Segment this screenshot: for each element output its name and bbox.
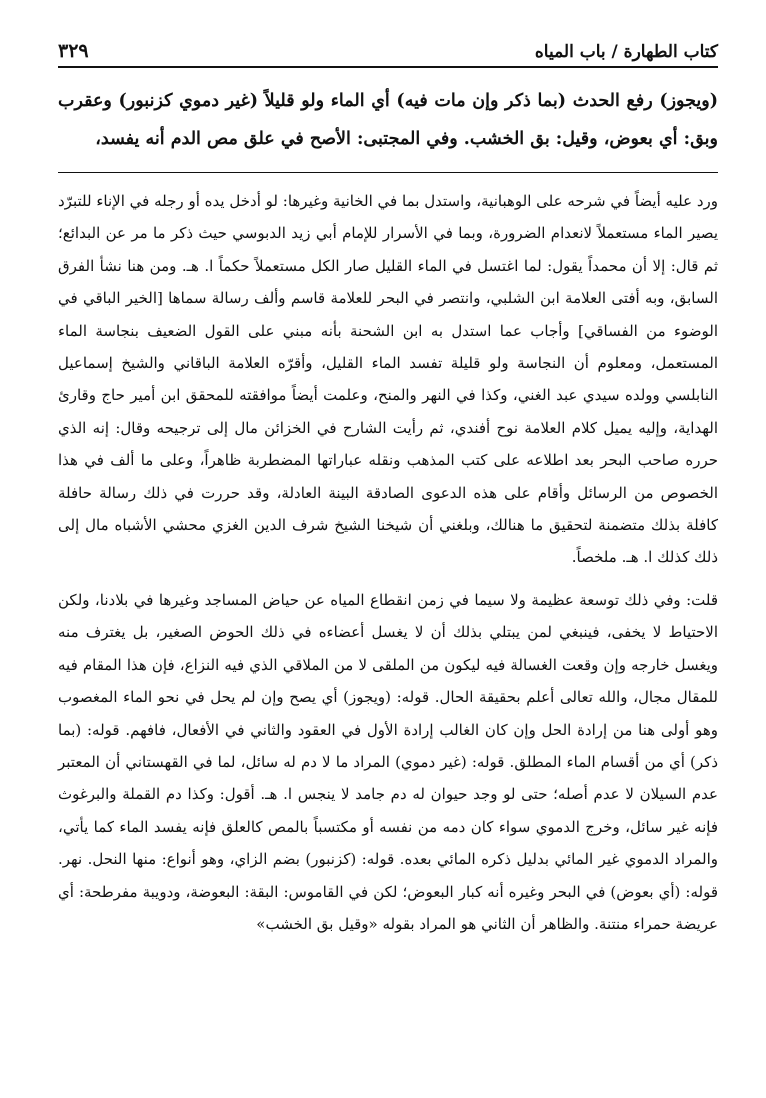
main-text-paragraph: (ويجوز) رفع الحدث (بما ذكر وإن مات فيه) أي الماء ولو قليلاً (غير دموي كزنبور) وعقرب وبق: أي بعوض، وقيل: بق الخشب. وفي المجتبى: الأصح في علق مص الدم أنه يفسد، <box>58 91 718 149</box>
main-text <box>58 82 718 158</box>
separator-line <box>58 172 718 173</box>
page-number: ٣٢٩ <box>58 40 89 62</box>
page-header <box>58 38 718 68</box>
commentary-paragraph-2: قلت: وفي ذلك توسعة عظيمة ولا سيما في زمن انقطاع المياه عن حياض المساجد وغيرها في بلادنا، ولكن الاحتياط لا يخفى، فينبغي لمن يبتلي بذلك أن لا يغسل أعضاءه في ذلك الحوض الصغير، بل يغترف منه ويغسل خارجه وإن وقعت الغسالة فيه ليكون من الملقى لا من الملاقي الذي فيه النزاع، فإن هذا المقام فيه للمقال مجال، والله تعالى أعلم بحقيقة الحال. قوله: (ويجوز) أي يصح وإن لم يحل في نحو الماء المغصوب وهو أولى هنا من إرادة الحل وإن كان الغالب إرادة الأول في العقود والثاني في الأفعال، فافهم. قوله: (بما ذكر) أي من أقسام الماء المطلق. قوله: (غير دموي) المراد ما لا دم له سائل، لما في القهستاني أن المعتبر عدم السيلان لا عدم أصله؛ حتى لو وجد حيوان له دم جامد لا ينجس ا. هـ. أقول: وكذا دم القملة والبرغوث فإنه غير سائل، وخرج الدموي سواء كان دمه من نفسه أو مكتسباً بالمص كالعلق فإنه يفسد الماء كما يأتي، والمراد الدموي غير المائي بدليل ذكره المائي بعده. قوله: (كزنبور) بضم الزاي، وهو أنواع: منها النحل. نهر. قوله: (أي بعوض) في البحر وغيره أنه كبار البعوض؛ لكن في القاموس: البقة: البعوضة، ودويبة مفرطحة: أي عريضة حمراء منتنة. والظاهر أن الثاني هو المراد بقوله «وقيل بق الخشب» <box>58 590 719 933</box>
document-page <box>58 38 718 1078</box>
commentary-paragraph-1: ورد عليه أيضاً في شرحه على الوهبانية، واستدل بما في الخانية وغيرها: لو أدخل يده أو رجله في الإناء للتبرّد يصير الماء مستعملاً لانعدام الضرورة، وبما في الأسرار للإمام أبي زيد الدبوسي حيث ذكر ما مر عن البدائع؛ ثم قال: إلا أن محمداً يقول: لما اغتسل في الماء القليل صار الكل مستعملاً حكماً ا. هـ. ومن هنا نشأ الفرق السابق، وبه أفتى العلامة ابن الشلبي، وانتصر في البحر للعلامة قاسم وألف رسالة سماها [الخير الباقي في الوضوء من الفساقي] وأجاب عما استدل به ابن الشحنة بأنه مبني على القول الضعيف بنجاسة الماء المستعمل، ومعلوم أن النجاسة ولو قليلة تفسد الماء القليل، وأقرّه العلامة الباقاني والشيخ إسماعيل النابلسي وولده سيدي عبد الغني، وكذا في النهر والمنح، وعلمت أيضاً موافقته للمحقق ابن أمير حاج وقارئ الهداية، وإليه يميل كلام العلامة نوح أفندي، ثم رأيت الشارح في الخزائن مال إلى ترجيحه وقال: إنه الذي حرره صاحب البحر بعد اطلاعه على كتب المذهب ونقله عباراتها المضطربة ظاهراً، وعلى ما ألف في هذا الخصوص من الرسائل وأقام على هذه الدعوى الصادقة البينة العادلة، وقد حررت في ذلك رسالة حافلة كافلة بذلك متضمنة لتحقيق ما هنالك، وبلغني أن شيخنا الشيخ شرف الدين الغزي محشي الأشباه مال إلى ذلك كذلك ا. هـ. ملخصاً. <box>58 192 718 567</box>
commentary <box>58 185 718 940</box>
running-title: كتاب الطهارة / باب المياه <box>534 42 718 62</box>
